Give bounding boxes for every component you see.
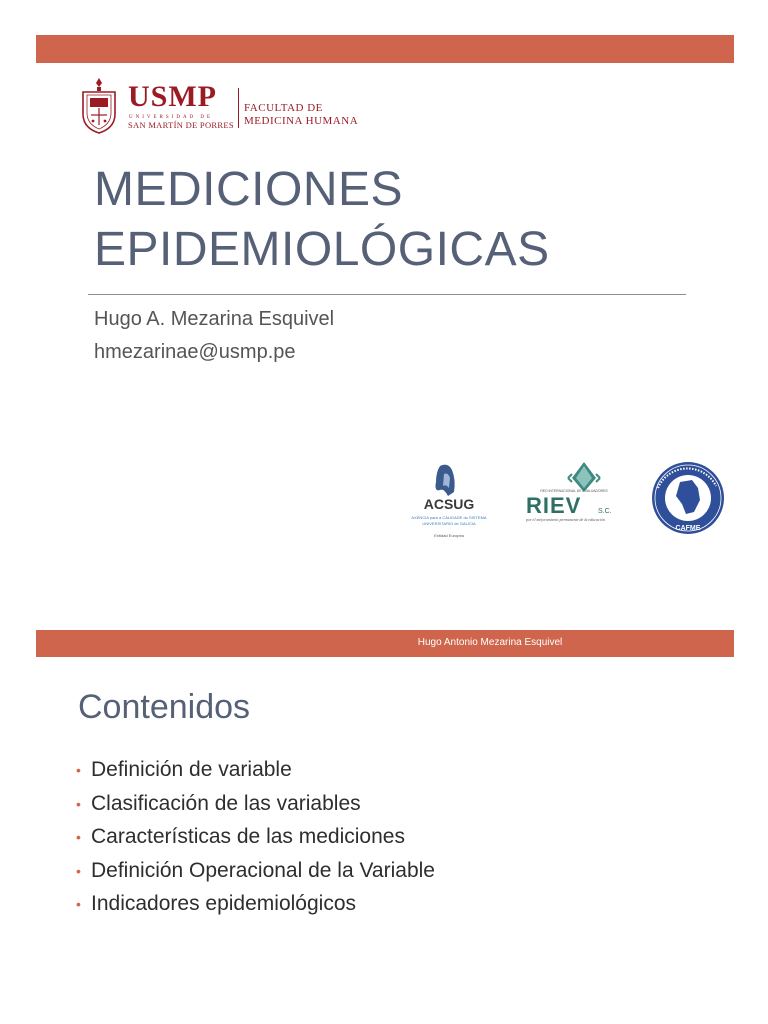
bullet-icon: • [76,896,81,912]
institution-subtitle-small: UNIVERSIDAD DE [129,115,214,120]
faculty-line-1: FACULTAD DE [244,102,323,114]
header-accent-bar [36,35,734,63]
list-item-text: Definición de variable [91,758,292,781]
list-item [76,790,435,824]
riev-suffix: S.C. [598,508,612,515]
acsug-logo [396,462,502,542]
acsug-tagline-2: UNIVERSITARIO de GALICIA [422,521,476,526]
footer-bar [36,630,734,657]
cafme-logo [650,460,726,536]
footer-text: Hugo Antonio Mezarina Esquivel [417,637,563,648]
faculty-line-2: MEDICINA HUMANA [244,115,359,127]
list-item-text: Indicadores epidemiológicos [91,892,356,915]
author-name: Hugo A. Mezarina Esquivel [94,308,335,330]
acsug-name: ACSUG [423,496,475,512]
author-email: hmezarinae@usmp.pe [94,341,296,363]
title-divider [88,294,686,295]
slide-title [94,160,694,280]
title-line-1: MEDICIONES [94,163,404,216]
list-item-text: Definición Operacional de la Variable [91,858,435,882]
list-item [76,823,435,857]
list-item [76,857,435,891]
bullet-icon: • [76,862,81,879]
bullet-icon: • [76,829,81,845]
logo-divider [238,88,239,128]
cafme-name: CAFME [675,525,701,532]
contents-list [76,756,435,924]
bullet-icon: • [76,762,81,778]
institution-name: USMP [128,80,217,113]
list-item [76,890,435,924]
section-title: Contenidos [78,688,251,726]
title-line-2: EPIDEMIOLÓGICAS [94,223,550,276]
bullet-icon: • [76,795,81,812]
riev-name: RIEV [526,493,582,518]
list-item [76,756,435,790]
acsug-tagline-1: AXENCIA para a CALIDADE do SISTEMA [411,515,487,520]
institution-subtitle: SAN MARTÍN DE PORRES [128,120,234,130]
acsug-tagline-3: Entidad Europea [434,533,464,538]
riev-tagline: por el mejoramiento permanente de la educación [526,517,605,522]
list-item-text: Características de las mediciones [91,825,405,848]
list-item-text: Clasificación de las variables [91,791,361,815]
riev-logo [524,460,624,530]
university-seal-icon [80,78,118,134]
riev-tagline-top: RED INTERNACIONAL DE EVALUADORES [540,489,608,493]
usmp-logo [80,78,380,134]
